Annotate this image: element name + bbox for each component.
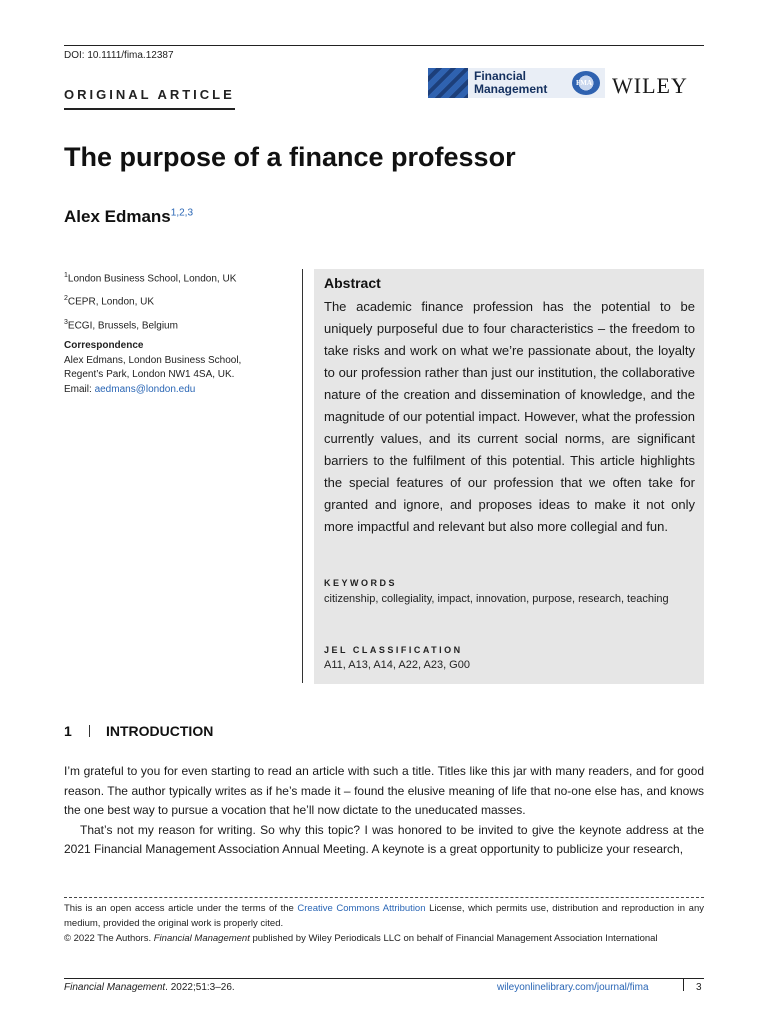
section-divider <box>89 725 90 737</box>
affiliation-item <box>64 289 294 312</box>
affiliation-item <box>64 313 294 336</box>
footer-rule <box>64 978 704 979</box>
copyright-journal: Financial Management <box>153 933 250 944</box>
jel-text: A11, A13, A14, A22, A23, G00 <box>324 659 470 671</box>
open-access-notice <box>64 901 704 931</box>
affiliation-item <box>64 266 294 289</box>
copyright-text: © 2022 The Authors. <box>64 933 154 944</box>
keywords-heading: KEYWORDS <box>324 578 398 588</box>
author <box>64 207 193 227</box>
publisher-logo: WILEY <box>612 73 688 98</box>
correspondence-line: Alex Edmans, London Business School, <box>64 354 242 366</box>
correspondence-heading: Correspondence <box>64 340 144 351</box>
journal-logo-line2: Management <box>474 82 548 96</box>
top-rule <box>64 45 704 46</box>
section-title: INTRODUCTION <box>106 723 214 739</box>
abstract-heading: Abstract <box>324 275 381 291</box>
correspondence-line: Regent’s Park, London NW1 4SA, UK. <box>64 369 235 380</box>
affiliation-text: CEPR, London, UK <box>67 296 155 308</box>
affiliation-mark: 3 <box>64 318 68 326</box>
email-label: Email: <box>64 383 95 395</box>
affiliations <box>64 266 294 336</box>
author-affiliation-marks[interactable]: 1,2,3 <box>170 207 194 219</box>
article-title: The purpose of a finance professor <box>64 142 516 172</box>
affiliation-mark: 1 <box>64 272 68 279</box>
abstract-text: The academic finance profession has the potential to be uniquely purposeful due to four characteristics – the freedom to take risks and work on what we’re passionate about, the loyalty to our profession rather than just our institution, the collaborative nature of the creation and dissemination of knowledge, and the magnitude of our potential impact. However, what the profession currently values, and its current social norms, are significant barriers to the fulfilment of this potential. This article highlights the special features of our profession that we often take for granted and ignore, and proposes ideas to make it not only more impactful and relevant but also more collegial and fun. <box>324 299 695 534</box>
section-number: 1 <box>64 723 72 739</box>
correspondence-email-line <box>64 383 294 398</box>
affiliation-mark: 2 <box>64 295 68 303</box>
journal-logo <box>428 68 605 98</box>
license-link[interactable]: Creative Commons Attribution <box>297 903 426 914</box>
notice-text: License, which permits use, distribution and reproduction in any medium, provided the original work is properly cited. <box>64 903 704 929</box>
keywords-text: citizenship, collegiality, impact, innovation, purpose, research, teaching <box>324 593 669 605</box>
copyright-notice <box>64 931 704 946</box>
affiliation-text: London Business School, London, UK <box>67 273 237 285</box>
footnote <box>64 901 704 946</box>
doi: DOI: 10.1111/fima.12387 <box>64 50 174 61</box>
article-type-underline <box>64 108 235 110</box>
copyright-text: published by Wiley Periodicals LLC on behalf of Financial Management Association International <box>249 933 658 944</box>
correspondence <box>64 339 294 397</box>
journal-url-link[interactable]: wileyonlinelibrary.com/journal/fima <box>497 982 649 993</box>
footnote-rule <box>64 897 704 898</box>
citation-details: . 2022;51:3–26. <box>165 982 235 993</box>
body-text <box>64 762 704 860</box>
email-link[interactable]: aedmans@london.edu <box>94 383 196 395</box>
abstract-divider <box>302 269 303 683</box>
paragraph: That’s not my reason for writing. So why this topic? I was honored to be invited to give the keynote address at the 2021 Financial Management Association Annual Meeting. A keynote is a great opportunity to publicize your research, <box>64 822 704 856</box>
paragraph: I’m grateful to you for even starting to read an article with such a title. Titles like this jar with many readers, and for good reason. The author typically writes as if he’s made it – found the elusive meaning of life that no-one else has, and knows the one best way to pursue a vocation that he’ll now dictate to the uneducated masses. <box>64 764 704 817</box>
journal-logo-name <box>474 70 547 96</box>
notice-text: This is an open access article under the terms of the <box>64 903 298 914</box>
footer-divider <box>683 979 684 991</box>
page-number: 3 <box>696 982 702 993</box>
citation <box>64 982 235 993</box>
jel-heading: JEL CLASSIFICATION <box>324 645 463 655</box>
citation-journal: Financial Management <box>64 982 166 993</box>
journal-logo-line1: Financial <box>474 69 527 83</box>
affiliation-text: ECGI, Brussels, Belgium <box>67 319 178 331</box>
author-name: Alex Edmans <box>64 207 171 226</box>
article-type: ORIGINAL ARTICLE <box>64 87 235 102</box>
journal-seal-text: FMA <box>576 79 592 87</box>
journal-logo-stripes <box>428 68 470 98</box>
